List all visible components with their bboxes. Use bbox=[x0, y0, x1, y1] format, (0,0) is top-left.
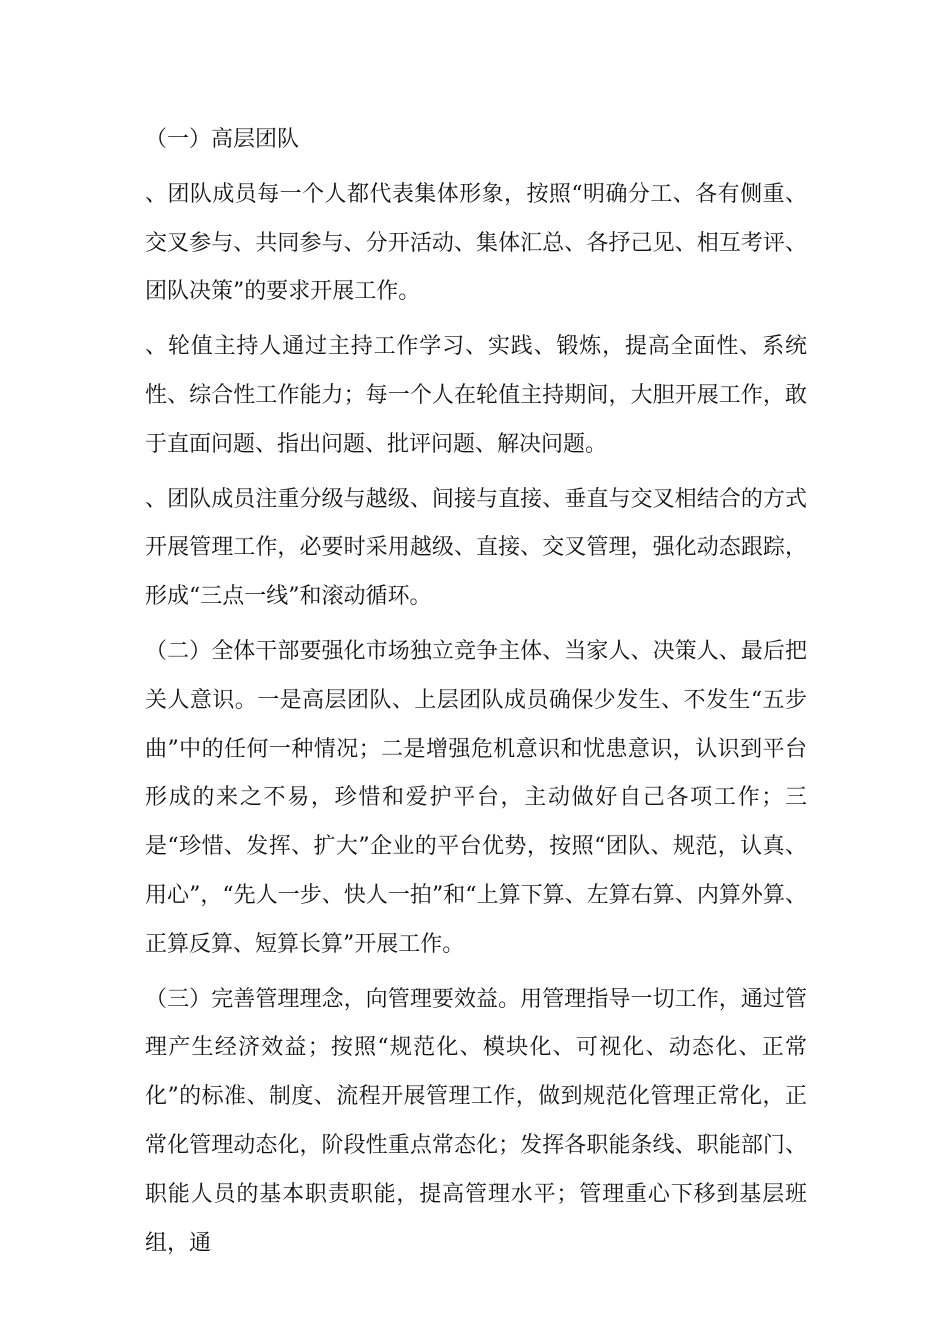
paragraph-management-concept: （三）完善管理理念，向管理要效益。用管理指导一切工作，通过管理产生经济效益；按照“规范化、模块化、可视化、动态化、正常化”的标准、制度、流程开展管理工作，做到规范化管理正常化，正常化管理动态化，阶段性重点常态化；发挥各职能条线、职能部门、职能人员的基本职责职能，提高管理水平；管理重心下移到基层班组，通 bbox=[145, 986, 807, 1256]
paragraph-management-mode: 、团队成员注重分级与越级、间接与直接、垂直与交叉相结合的方式开展管理工作，必要时采用越级、直接、交叉管理，强化动态跟踪，形成“三点一线”和滚动循环。 bbox=[145, 486, 807, 610]
paragraph-rotating-host: 、轮值主持人通过主持工作学习、实践、锻炼，提高全面性、系统性、综合性工作能力；每一个人在轮值主持期间，大胆开展工作，敢于直面问题、指出问题、批评问题、解决问题。 bbox=[145, 334, 807, 457]
section-heading-senior-team: （一）高层团队 bbox=[145, 127, 300, 152]
paragraph-cadre-awareness: （二）全体干部要强化市场独立竞争主体、当家人、决策人、最后把关人意识。一是高层团队、上层团队成员确保少发生、不发生“五步曲”中的任何一种情况；二是增强危机意识和忧患意识，认识到平台形成的来之不易，珍惜和爱护平台，主动做好自己各项工作；三是“珍惜、发挥、扩大”企业的平台优势，按照“团队、规范，认真、用心”，“先人一步、快人一拍”和“上算下算、左算右算、内算外算、正算反算、短算长算”开展工作。 bbox=[145, 638, 807, 957]
document-body bbox=[145, 116, 807, 1274]
paragraph-team-image: 、团队成员每一个人都代表集体形象，按照“明确分工、各有侧重、交叉参与、共同参与、分开活动、集体汇总、各抒己见、相互考评、团队决策”的要求开展工作。 bbox=[145, 181, 807, 305]
